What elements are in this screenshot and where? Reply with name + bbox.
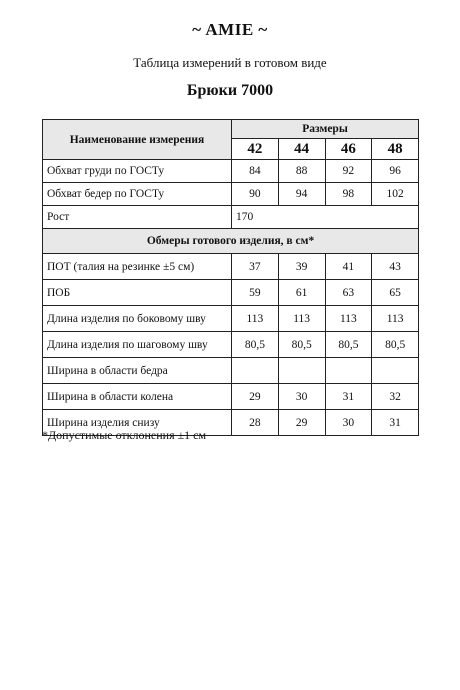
row-label: ПОТ (талия на резинке ±5 см) bbox=[43, 254, 232, 280]
section-title: Обмеры готового изделия, в см* bbox=[43, 229, 419, 254]
table-row bbox=[43, 306, 419, 332]
table-cell: 80,5 bbox=[372, 332, 419, 358]
table-cell bbox=[325, 358, 372, 384]
table-cell: 96 bbox=[372, 160, 419, 183]
table-cell: 113 bbox=[232, 306, 279, 332]
row-label: Ширина в области колена bbox=[43, 384, 232, 410]
table-row bbox=[43, 332, 419, 358]
table-cell: 37 bbox=[232, 254, 279, 280]
table-cell: 84 bbox=[232, 160, 279, 183]
sizes-header: Размеры bbox=[232, 120, 419, 139]
table-cell: 102 bbox=[372, 183, 419, 206]
size-header-cell: 46 bbox=[325, 139, 372, 160]
table-row bbox=[43, 160, 419, 183]
size-header-cell: 44 bbox=[278, 139, 325, 160]
table-cell: 92 bbox=[325, 160, 372, 183]
table-cell: 28 bbox=[232, 410, 279, 436]
table-cell bbox=[372, 358, 419, 384]
row-label: Обхват груди по ГОСТу bbox=[43, 160, 232, 183]
table-row bbox=[43, 254, 419, 280]
table-row bbox=[43, 280, 419, 306]
row-label: Рост bbox=[43, 206, 232, 229]
table-cell: 98 bbox=[325, 183, 372, 206]
table-row bbox=[43, 384, 419, 410]
height-value: 170 bbox=[232, 206, 419, 229]
table-cell: 80,5 bbox=[278, 332, 325, 358]
name-column-header: Наименование измерения bbox=[43, 120, 232, 160]
table-cell: 63 bbox=[325, 280, 372, 306]
section-row bbox=[43, 229, 419, 254]
table-cell: 80,5 bbox=[325, 332, 372, 358]
table-cell: 41 bbox=[325, 254, 372, 280]
table-cell: 80,5 bbox=[232, 332, 279, 358]
row-label: Длина изделия по шаговому шву bbox=[43, 332, 232, 358]
table-row bbox=[43, 358, 419, 384]
table-cell: 94 bbox=[278, 183, 325, 206]
product-title: Брюки 7000 bbox=[186, 82, 274, 99]
table-cell: 43 bbox=[372, 254, 419, 280]
table-cell: 90 bbox=[232, 183, 279, 206]
table-row bbox=[43, 183, 419, 206]
table-cell: 59 bbox=[232, 280, 279, 306]
brand-title: ~ AMIE ~ bbox=[192, 20, 268, 39]
table-cell: 30 bbox=[325, 410, 372, 436]
page-subtitle: Таблица измерений в готовом виде bbox=[133, 55, 327, 70]
table-cell: 32 bbox=[372, 384, 419, 410]
table-cell: 29 bbox=[232, 384, 279, 410]
table-cell: 30 bbox=[278, 384, 325, 410]
table-cell: 88 bbox=[278, 160, 325, 183]
table-cell: 65 bbox=[372, 280, 419, 306]
size-header-cell: 48 bbox=[372, 139, 419, 160]
table-cell: 39 bbox=[278, 254, 325, 280]
table-cell: 113 bbox=[325, 306, 372, 332]
table-cell: 61 bbox=[278, 280, 325, 306]
size-header-cell: 42 bbox=[232, 139, 279, 160]
row-label: Обхват бедер по ГОСТу bbox=[43, 183, 232, 206]
row-label: ПОБ bbox=[43, 280, 232, 306]
table-cell: 29 bbox=[278, 410, 325, 436]
row-label: Ширина изделия снизу bbox=[43, 410, 232, 436]
table-cell: 31 bbox=[372, 410, 419, 436]
table-cell bbox=[278, 358, 325, 384]
row-label: Ширина в области бедра bbox=[43, 358, 232, 384]
table-row bbox=[43, 206, 419, 229]
table-cell: 31 bbox=[325, 384, 372, 410]
tolerance-note: *Допустимые отклонения ±1 см bbox=[42, 428, 207, 442]
row-label: Длина изделия по боковому шву bbox=[43, 306, 232, 332]
table-cell: 113 bbox=[372, 306, 419, 332]
table-cell: 113 bbox=[278, 306, 325, 332]
table-cell bbox=[232, 358, 279, 384]
measurement-table bbox=[42, 119, 419, 436]
